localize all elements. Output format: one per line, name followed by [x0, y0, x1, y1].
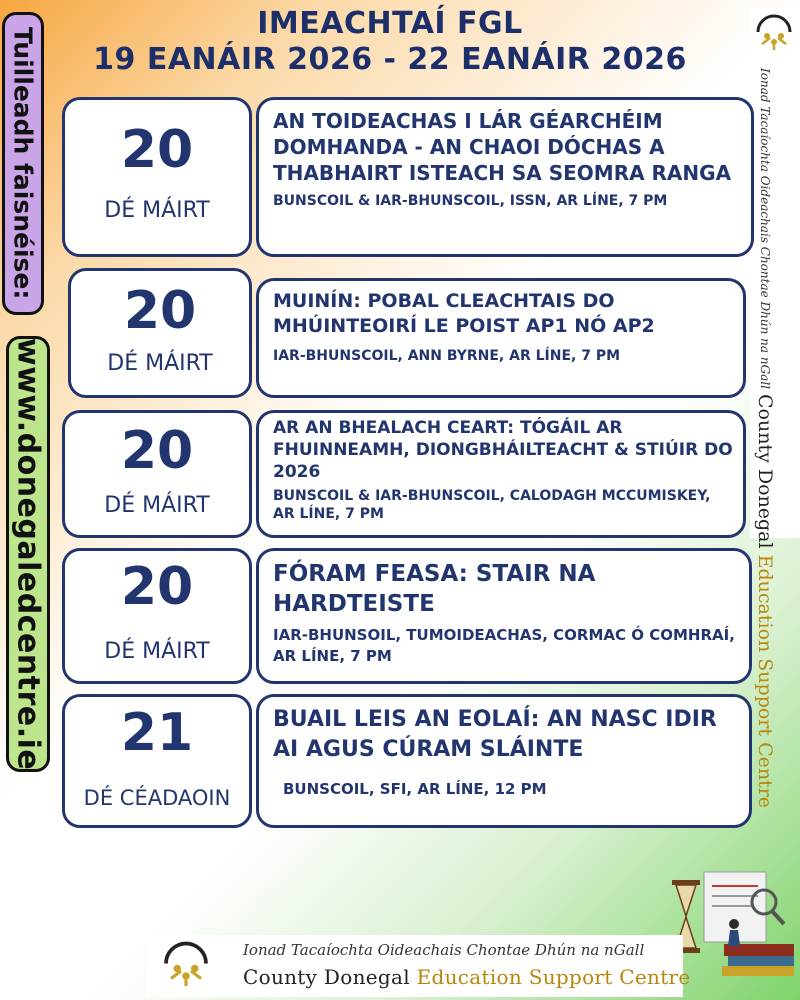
event-date-box	[62, 548, 252, 684]
weekday: DÉ MÁIRT	[104, 493, 210, 518]
books-hourglass-icon	[664, 862, 798, 978]
event-details: IAR-BHUNSCOIL, ANN BYRNE, AR LÍNE, 7 PM	[273, 348, 621, 364]
footer-logo-county: County Donegal	[243, 965, 417, 989]
event-card[interactable]	[256, 548, 752, 684]
footer-logo-line-2	[243, 965, 691, 989]
event-date-box	[68, 268, 252, 398]
side-logo-text	[754, 68, 776, 808]
side-logo-line-2	[754, 394, 776, 808]
event-details: BUNSCOIL & IAR-BHUNSCOIL, ISSN, AR LÍNE, 7 PM	[273, 193, 668, 209]
weekday: DÉ MÁIRT	[107, 351, 213, 376]
side-logo-centre: Education Support Centre	[754, 554, 776, 809]
side-logo-county: County Donegal	[754, 394, 776, 555]
title-line-1: IMEACHTAÍ FGL	[257, 6, 523, 41]
day-number: 20	[120, 421, 194, 481]
side-logo	[750, 8, 800, 809]
title-line-2: 19 EANÁIR 2026 - 22 EANÁIR 2026	[93, 42, 687, 77]
event-title: AN TOIDEACHAS I LÁR GÉARCHÉIM DOMHANDA - AN CHAOI DÓCHAS A THABHAIRT ISTEACH SA SEOMRA RANGA	[273, 109, 732, 185]
event-title: MUINÍN: POBAL CLEACHTAIS DO MHÚINTEOIRÍ LE POIST AP1 NÓ AP2	[273, 290, 655, 337]
footer-logo	[147, 935, 691, 997]
day-number: 21	[120, 703, 194, 763]
event-title: AR AN BHEALACH CEART: TÓGÁIL AR FHUINNEAMH, DIONGBHÁILTEACHT & STIÚIR DO 2026	[273, 418, 733, 482]
event-date-box	[62, 97, 252, 257]
more-info-tab	[2, 12, 44, 315]
event-details: IAR-BHUNSOIL, TUMOIDEACHAS, CORMAC Ó COMHRAÍ, AR LÍNE, 7 PM	[273, 626, 735, 665]
event-card[interactable]	[256, 97, 754, 257]
day-number: 20	[123, 281, 197, 341]
event-date-box	[62, 694, 252, 828]
day-number: 20	[120, 120, 194, 180]
side-logo-line-1: Ionad Tacaíochta Oideachais Chontae Dhún na nGall	[758, 68, 772, 389]
day-number: 20	[120, 557, 194, 617]
centre-emblem-icon	[161, 941, 211, 991]
event-title: BUAIL LEIS AN EOLAÍ: AN NASC IDIR AI AGUS CÚRAM SLÁINTE	[273, 707, 717, 762]
website-link[interactable]: www.donegaledcentre.ie	[10, 337, 46, 771]
event-card[interactable]	[256, 694, 752, 828]
footer-logo-centre: Education Support Centre	[416, 965, 691, 989]
event-card[interactable]	[256, 410, 746, 538]
event-date-box	[62, 410, 252, 538]
footer-logo-line-1: Ionad Tacaíochta Oideachais Chontae Dhún na nGall	[243, 941, 645, 959]
event-title: FÓRAM FEASA: STAIR NA HARDTEISTE	[273, 561, 596, 617]
website-tab[interactable]	[6, 336, 50, 772]
centre-emblem-icon	[754, 14, 794, 54]
more-info-label: Tuilleadh faisnéise:	[8, 27, 38, 300]
weekday: DÉ MÁIRT	[104, 198, 210, 223]
event-details: BUNSCOIL, SFI, AR LÍNE, 12 PM	[283, 780, 547, 798]
weekday: DÉ CÉADAOIN	[83, 786, 231, 810]
event-card[interactable]	[256, 278, 746, 398]
page-title	[60, 6, 720, 78]
weekday: DÉ MÁIRT	[104, 639, 210, 664]
event-details: BUNSCOIL & IAR-BHUNSCOIL, CALODAGH MCCUMISKEY, AR LÍNE, 7 PM	[273, 488, 711, 522]
